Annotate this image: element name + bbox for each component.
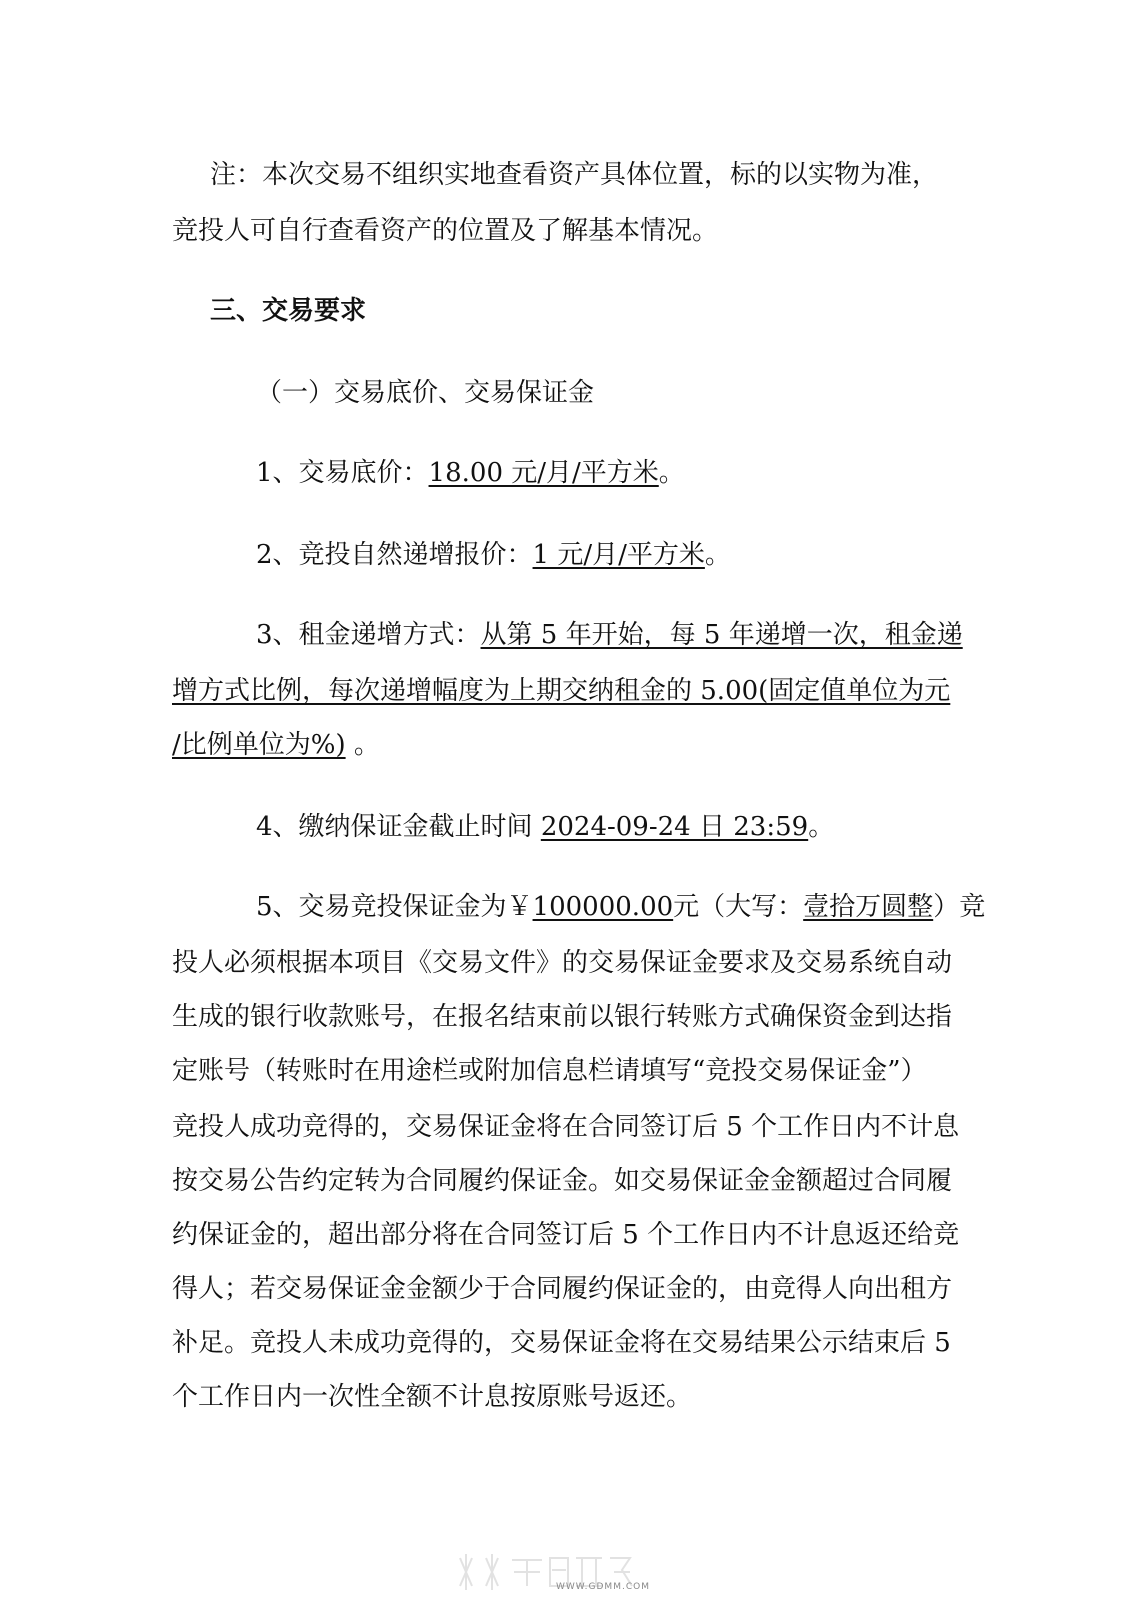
item-5-body-line: 按交易公告约定转为合同履约保证金。如交易保证金金额超过合同履 <box>172 1166 953 1196</box>
item-3-value-2: 增方式比例，每次递增幅度为上期交纳租金的 5.00(固定值单位为元 <box>172 676 951 706</box>
item-4-suffix: 。 <box>808 812 835 842</box>
item-4-value: 2024-09-24 日 23:59 <box>540 812 809 842</box>
item-5-body-line: 生成的银行收款账号，在报名结束前以银行转账方式确保资金到达指 <box>172 1002 953 1032</box>
item-5-body-line: 个工作日内一次性全额不计息按原账号返还。 <box>172 1382 693 1412</box>
item-2 <box>256 534 731 571</box>
item-1-value: 18.00 元/月/平方米 <box>428 458 659 488</box>
item-5-body-line: 竞投人成功竞得的，交易保证金将在合同签订后 5 个工作日内不计息 <box>172 1112 960 1142</box>
item-4 <box>256 806 834 843</box>
item-5-body-line: 定账号（转账时在用途栏或附加信息栏请填写“竞投交易保证金”） <box>172 1056 927 1086</box>
watermark-url: WWW.GDMM.COM <box>556 1582 650 1592</box>
item-5-line-1 <box>256 886 985 923</box>
item-4-label: 4、缴纳保证金截止时间 <box>256 812 541 842</box>
section-heading: 三、交易要求 <box>210 296 367 326</box>
item-1-suffix: 。 <box>658 458 685 488</box>
item-5-body-line: 补足。竞投人未成功竞得的，交易保证金将在交易结果公示结束后 5 <box>172 1328 951 1358</box>
note-line-2: 竞投人可自行查看资产的位置及了解基本情况。 <box>172 216 719 246</box>
item-3-line-1 <box>256 614 963 651</box>
item-5-body-line: 得人；若交易保证金金额少于合同履约保证金的，由竞得人向出租方 <box>172 1274 953 1304</box>
item-3-value-1: 从第 5 年开始，每 5 年递增一次，租金递 <box>480 620 963 650</box>
item-5-rest: ）竞 <box>933 892 986 922</box>
item-5-body-line: 投人必须根据本项目《交易文件》的交易保证金要求及交易系统自动 <box>172 948 953 978</box>
item-5-amount-cn: 壹拾万圆整 <box>803 892 934 922</box>
item-2-suffix: 。 <box>704 540 731 570</box>
item-3-label: 3、租金递增方式： <box>256 620 481 650</box>
item-3-line-2 <box>172 670 950 707</box>
item-1 <box>256 452 685 489</box>
item-3-value-3: /比例单位为%) <box>172 730 346 760</box>
item-5-amount: 100000.00 <box>532 892 674 922</box>
item-5-body-line: 约保证金的，超出部分将在合同签订后 5 个工作日内不计息返还给竞 <box>172 1220 960 1250</box>
note-line-1: 注：本次交易不组织实地查看资产具体位置，标的以实物为准， <box>210 160 939 190</box>
item-3-line-3 <box>172 724 380 761</box>
item-5-mid: 元（大写： <box>673 892 804 922</box>
item-2-value: 1 元/月/平方米 <box>532 540 705 570</box>
subsection-heading: （一）交易底价、交易保证金 <box>256 378 595 408</box>
item-3-suffix: 。 <box>345 730 380 760</box>
item-2-label: 2、竞投自然递增报价： <box>256 540 533 570</box>
item-5-label: 5、交易竞投保证金为￥ <box>256 892 533 922</box>
item-1-label: 1、交易底价： <box>256 458 429 488</box>
